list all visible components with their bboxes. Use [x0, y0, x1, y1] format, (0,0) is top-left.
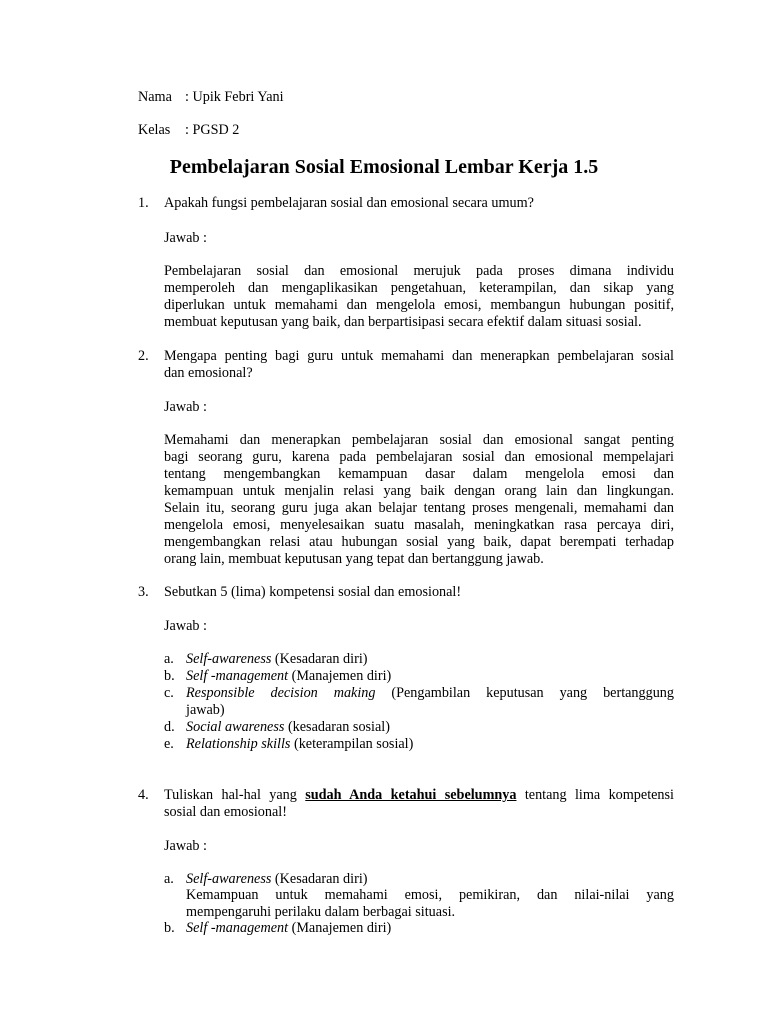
q4-item-desc: (Manajemen diri)	[288, 920, 392, 936]
nama-value: : Upik Febri Yani	[185, 89, 284, 105]
q4-item-letter: b.	[164, 920, 175, 936]
q4-question-line: sosial dan emosional!	[164, 804, 287, 820]
q3-item	[186, 668, 391, 685]
q4-item	[186, 920, 391, 937]
q1-answer-line: membuat keputusan yang baik, dan berpartisipasi secara efektif dalam situasi sosial.	[164, 314, 642, 330]
q2-answer-line: Memahami dan menerapkan pembelajaran sosial dan emosional sangat penting	[164, 432, 674, 448]
q3-question: Sebutkan 5 (lima) kompetensi sosial dan emosional!	[164, 584, 462, 600]
q3-jawab-label: Jawab :	[164, 618, 207, 634]
q1-answer-line: memperoleh dan mengaplikasikan pengetahuan, keterampilan, dan sikap yang	[164, 280, 674, 296]
q2-answer-line: Selain itu, seorang guru juga akan belajar tentang proses mengenali, memahami dan	[164, 500, 674, 516]
q1-question: Apakah fungsi pembelajaran sosial dan emosional secara umum?	[164, 195, 534, 211]
q3-item	[186, 651, 368, 668]
q2-answer-line: mengembangkan relasi atau hubungan sosial yang baik, dapat berempati terhadap	[164, 534, 674, 550]
q4-item-desc: (Kesadaran diri)	[271, 871, 368, 887]
q2-answer-line: orang lain, membuat keputusan yang tepat dan bertanggung jawab.	[164, 551, 544, 567]
q2-question-line: dan emosional?	[164, 365, 253, 381]
q4-question-line	[164, 787, 674, 804]
q4-question-pre: Tuliskan hal-hal yang	[164, 787, 306, 803]
q3-item-letter: e.	[164, 736, 174, 752]
nama-label: Nama	[138, 89, 172, 105]
q4-item-term: Self -management	[186, 920, 289, 936]
q3-item-desc: (keterampilan sosial)	[290, 736, 414, 752]
q3-item-term: Relationship skills	[186, 736, 291, 752]
q3-item-letter: c.	[164, 685, 174, 701]
q3-item-term: Self-awareness	[186, 651, 272, 667]
q3-item-letter: a.	[164, 651, 174, 667]
q4-item-detail-line: Kemampuan untuk memahami emosi, pemikiran, dan nilai-nilai yang	[186, 887, 674, 903]
q3-item-term: Responsible decision making	[186, 685, 376, 701]
q2-answer-line: kemampuan untuk menjalin relasi yang baik dengan orang lain dan lingkungan.	[164, 483, 674, 499]
q2-answer-line: bagi seorang guru, karena pada pembelajaran sosial dan emosional mempelajari	[164, 449, 674, 465]
q3-item-desc: (Kesadaran diri)	[271, 651, 368, 667]
q3-item-desc: (Pengambilan keputusan yang bertanggung	[375, 685, 674, 701]
q3-item-continuation: jawab)	[186, 702, 225, 718]
q3-number: 3.	[138, 584, 149, 600]
kelas-value: : PGSD 2	[185, 122, 240, 138]
q2-question-line: Mengapa penting bagi guru untuk memahami dan menerapkan pembelajaran sosial	[164, 348, 674, 364]
document-title: Pembelajaran Sosial Emosional Lembar Kerja 1.5	[169, 156, 599, 178]
q3-item	[186, 736, 413, 753]
q4-question-post: tentang lima kompetensi	[516, 787, 674, 803]
q1-number: 1.	[138, 195, 149, 211]
q4-number: 4.	[138, 787, 149, 803]
q4-item-detail-line: mempengaruhi perilaku dalam berbagai situasi.	[186, 904, 456, 920]
q3-item	[186, 719, 390, 736]
q4-item	[186, 871, 368, 888]
q2-number: 2.	[138, 348, 149, 364]
q4-item-term: Self-awareness	[186, 871, 272, 887]
q3-item-desc: (kesadaran sosial)	[284, 719, 390, 735]
q4-item-letter: a.	[164, 871, 174, 887]
q1-answer-line: Pembelajaran sosial dan emosional merujuk pada proses dimana individu	[164, 263, 674, 279]
q3-item-letter: d.	[164, 719, 175, 735]
q3-item-letter: b.	[164, 668, 175, 684]
q2-jawab-label: Jawab :	[164, 399, 207, 415]
q3-item-term: Social awareness	[186, 719, 285, 735]
q3-item-term: Self -management	[186, 668, 289, 684]
q4-question-emphasis: sudah Anda ketahui sebelumnya	[305, 787, 517, 803]
q3-item-desc: (Manajemen diri)	[288, 668, 392, 684]
q3-item	[186, 685, 674, 702]
q2-answer-line: tentang mengembangkan kemampuan dasar dalam mengelola emosi dan	[164, 466, 674, 482]
q2-answer-line: mengelola emosi, menyelesaikan suatu masalah, meningkatkan rasa percaya diri,	[164, 517, 674, 533]
q1-jawab-label: Jawab :	[164, 230, 207, 246]
kelas-label: Kelas	[138, 122, 171, 138]
q1-answer-line: diperlukan untuk memahami dan mengelola emosi, membangun hubungan positif,	[164, 297, 674, 313]
q4-jawab-label: Jawab :	[164, 838, 207, 854]
